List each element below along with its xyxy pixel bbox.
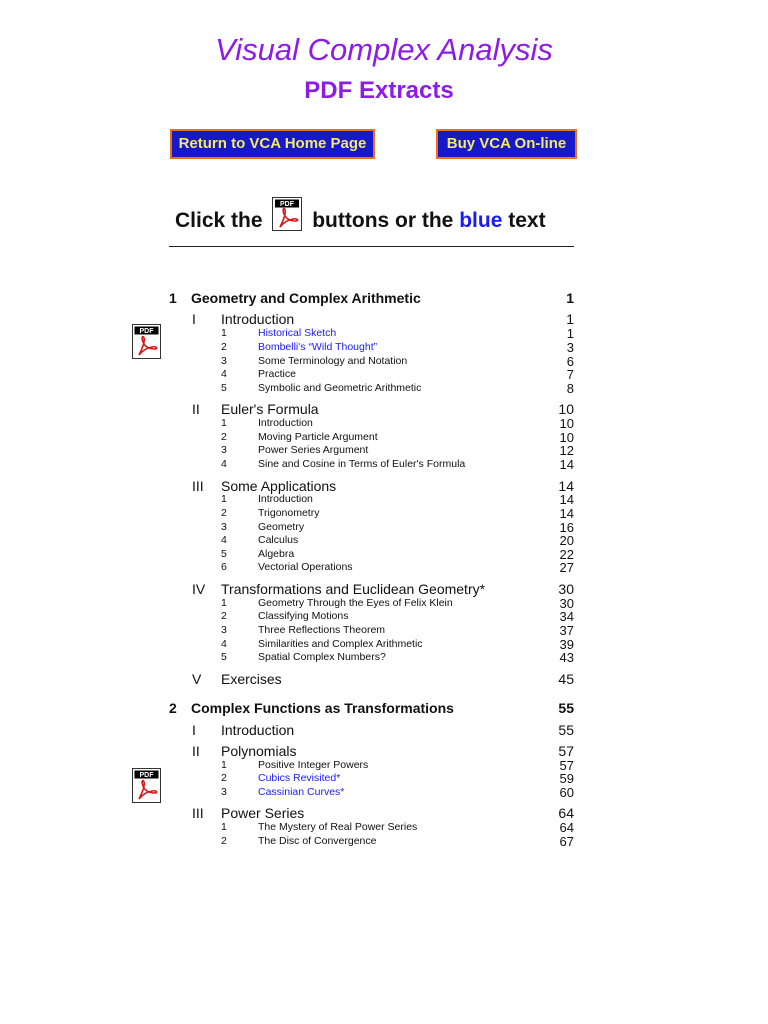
- chapter-title: Geometry and Complex Arithmetic: [191, 290, 421, 306]
- subsection-page: 67: [559, 834, 574, 849]
- chapter-number: 2: [169, 700, 177, 716]
- subsection-link[interactable]: Cassinian Curves*: [258, 786, 345, 798]
- pdf-icon-label: PDF: [280, 201, 295, 208]
- chapter-page: 55: [558, 700, 574, 716]
- section-title: Euler's Formula: [221, 401, 319, 417]
- subsection-title: Calculus: [258, 534, 299, 546]
- section-page: 64: [558, 805, 574, 821]
- subsection-number: 1: [221, 327, 227, 339]
- subsection-number: 5: [221, 651, 227, 663]
- section-title: Introduction: [221, 722, 295, 738]
- subsection-page: 14: [559, 492, 574, 507]
- subsection-page: 12: [559, 443, 574, 458]
- subsection-number: 4: [221, 534, 227, 546]
- section-number: I: [192, 722, 196, 738]
- section-title: Polynomials: [221, 743, 297, 759]
- subsection-number: 3: [221, 355, 227, 367]
- subsection-number: 3: [221, 786, 227, 798]
- subsection-number: 1: [221, 597, 227, 609]
- subsection-page: 60: [559, 785, 574, 800]
- subsection-number: 3: [221, 444, 227, 456]
- subsection-page: 43: [559, 650, 574, 665]
- subsection-page: 57: [559, 758, 574, 773]
- subsection-page: 3: [566, 340, 574, 355]
- subsection-number: 4: [221, 458, 227, 470]
- section-title: Transformations and Euclidean Geometry*: [221, 581, 486, 597]
- subsection-number: 1: [221, 821, 227, 833]
- subsection-page: 14: [559, 506, 574, 521]
- section-page: 55: [558, 722, 574, 738]
- section-number: IV: [192, 581, 206, 597]
- pdf-download-icon-ch1-intro[interactable]: [132, 324, 161, 359]
- subsection-number: 5: [221, 548, 227, 560]
- section-title: Power Series: [221, 805, 305, 821]
- subsection-title: Power Series Argument: [258, 444, 369, 456]
- subsection-number: 2: [221, 507, 227, 519]
- subsection-page: 20: [559, 533, 574, 548]
- subsection-number: 1: [221, 759, 227, 771]
- subsection-page: 39: [559, 637, 574, 652]
- subsection-page: 8: [566, 381, 574, 396]
- subsection-title: The Mystery of Real Power Series: [258, 821, 418, 833]
- subsection-number: 5: [221, 382, 227, 394]
- section-page: 57: [558, 743, 574, 759]
- subsection-number: 2: [221, 431, 227, 443]
- subsection-page: 34: [559, 609, 574, 624]
- section-number: V: [192, 671, 202, 687]
- subsection-title: Symbolic and Geometric Arithmetic: [258, 382, 422, 394]
- subsection-number: 2: [221, 610, 227, 622]
- subsection-title: Algebra: [258, 548, 295, 560]
- subsection-title: Spatial Complex Numbers?: [258, 651, 386, 663]
- subsection-page: 64: [559, 820, 574, 835]
- subsection-title: Geometry Through the Eyes of Felix Klein: [258, 597, 453, 609]
- section-number: I: [192, 311, 196, 327]
- subsection-number: 2: [221, 835, 227, 847]
- section-page: 10: [558, 401, 574, 417]
- subsection-title: Geometry: [258, 521, 305, 533]
- divider: [169, 246, 574, 247]
- instruction-line: [175, 197, 546, 231]
- section-page: 14: [558, 478, 574, 494]
- subsection-number: 3: [221, 521, 227, 533]
- subsection-title: Some Terminology and Notation: [258, 355, 408, 367]
- subsection-number: 2: [221, 341, 227, 353]
- subsection-number: 1: [221, 493, 227, 505]
- subsection-number: 4: [221, 638, 227, 650]
- chapter-number: 1: [169, 290, 177, 306]
- subsection-page: 6: [566, 354, 574, 369]
- pdf-download-icon-ch2-polynomials[interactable]: [132, 768, 161, 803]
- chapter-page: 1: [566, 290, 574, 306]
- section-title: Some Applications: [221, 478, 337, 494]
- instruction-middle: buttons or the: [312, 209, 454, 233]
- subsection-title: Introduction: [258, 493, 313, 505]
- subsection-title: Introduction: [258, 417, 313, 429]
- buy-online-button[interactable]: Buy VCA On-line: [436, 129, 577, 159]
- subsection-title: Sine and Cosine in Terms of Euler's Formula: [258, 458, 466, 470]
- pdf-icon-label: PDF: [139, 328, 154, 335]
- subsection-page: 37: [559, 623, 574, 638]
- subsection-page: 10: [559, 430, 574, 445]
- subsection-title: Moving Particle Argument: [258, 431, 378, 443]
- section-title: Exercises: [221, 671, 282, 687]
- section-number: II: [192, 401, 200, 417]
- subsection-number: 4: [221, 368, 227, 380]
- subsection-title: Three Reflections Theorem: [258, 624, 386, 636]
- section-title: Introduction: [221, 311, 295, 327]
- instruction-prefix: Click the: [175, 209, 263, 233]
- section-page: 30: [558, 581, 574, 597]
- subsection-page: 22: [559, 547, 574, 562]
- section-page: 45: [558, 671, 574, 687]
- subsection-page: 16: [559, 520, 574, 535]
- subsection-number: 2: [221, 772, 227, 784]
- subsection-link[interactable]: Historical Sketch: [258, 327, 337, 339]
- instruction-suffix: text: [508, 209, 546, 233]
- chapter-title: Complex Functions as Transformations: [191, 700, 454, 716]
- section-page: 1: [566, 311, 574, 327]
- instruction-blue-word: blue: [459, 209, 503, 233]
- subsection-page: 7: [566, 367, 574, 382]
- pdf-icon: [272, 197, 302, 242]
- page-subtitle: PDF Extracts: [304, 77, 454, 104]
- return-home-button[interactable]: Return to VCA Home Page: [170, 129, 375, 159]
- subsection-title: Similarities and Complex Arithmetic: [258, 638, 423, 650]
- section-number: III: [192, 478, 204, 494]
- subsection-page: 59: [559, 771, 574, 786]
- subsection-number: 6: [221, 561, 227, 573]
- subsection-title: Positive Integer Powers: [258, 759, 369, 771]
- subsection-page: 14: [559, 457, 574, 472]
- subsection-title: Practice: [258, 368, 296, 380]
- section-number: III: [192, 805, 204, 821]
- page-title: Visual Complex Analysis: [215, 32, 553, 67]
- subsection-page: 27: [559, 560, 574, 575]
- pdf-icon-label: PDF: [139, 772, 154, 779]
- subsection-page: 10: [559, 416, 574, 431]
- subsection-title: Trigonometry: [258, 507, 320, 519]
- subsection-number: 1: [221, 417, 227, 429]
- subsection-page: 30: [559, 596, 574, 611]
- subsection-number: 3: [221, 624, 227, 636]
- subsection-page: 1: [566, 326, 574, 341]
- subsection-title: Vectorial Operations: [258, 561, 353, 573]
- section-number: II: [192, 743, 200, 759]
- subsection-title: Classifying Motions: [258, 610, 349, 622]
- subsection-title: The Disc of Convergence: [258, 835, 377, 847]
- subsection-link[interactable]: Cubics Revisited*: [258, 772, 341, 784]
- subsection-link[interactable]: Bombelli's “Wild Thought”: [258, 341, 378, 353]
